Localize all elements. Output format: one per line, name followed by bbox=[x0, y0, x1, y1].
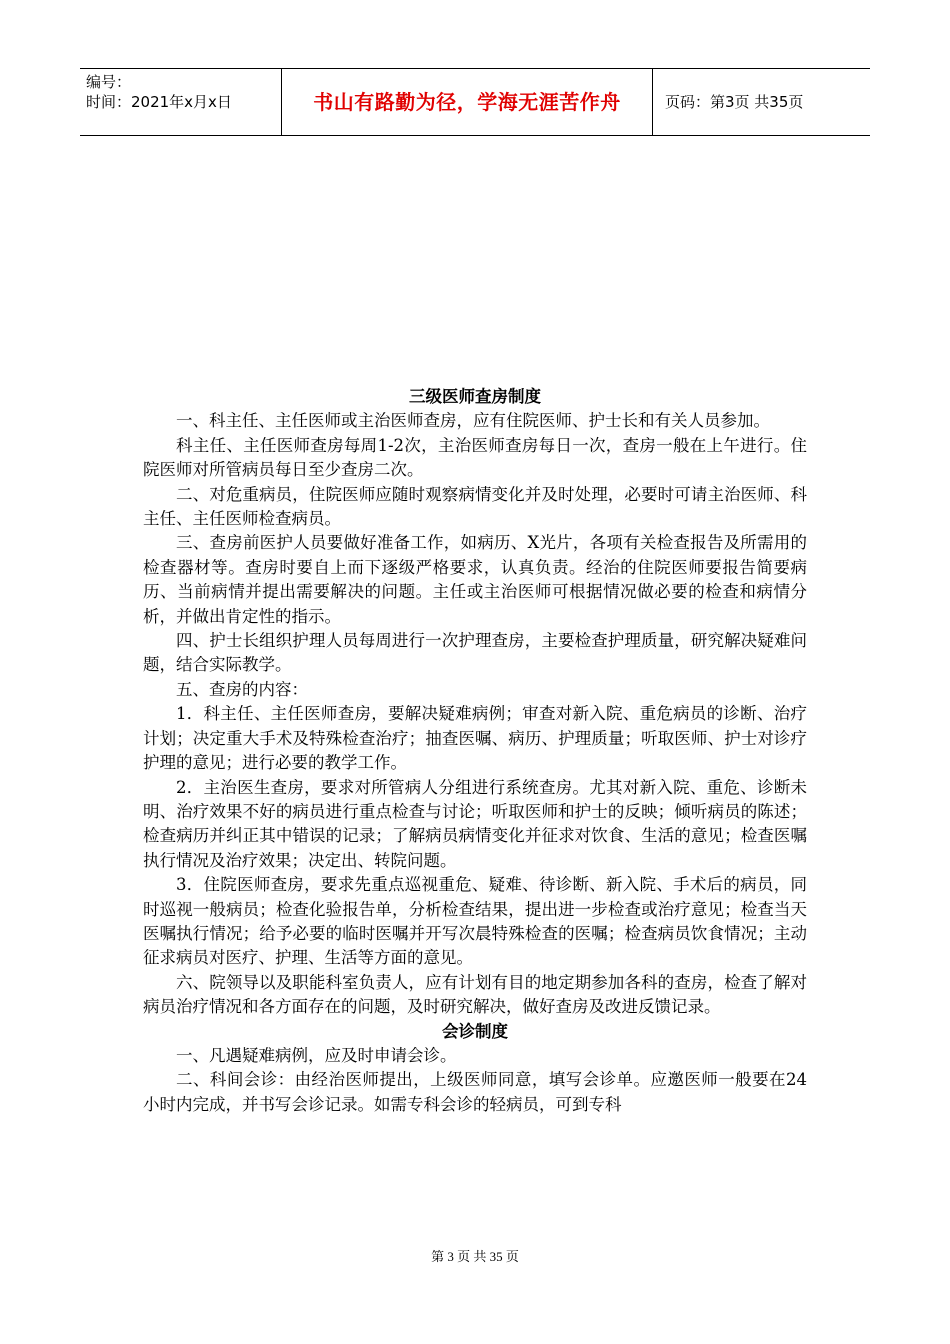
motto-text: 书山有路勤为径，学海无涯苦作舟 bbox=[313, 90, 621, 114]
date-label: 时间：2021年x月x日 bbox=[86, 93, 232, 111]
paragraph: 1．科主任、主任医师查房，要解决疑难病例；审查对新入院、重危病员的诊断、治疗计划；决定重大手术及特殊检查治疗；抽查医嘱、病历、护理质量；听取医师、护士对诊疗护理的意见；进行必要的教学工作。 bbox=[143, 704, 807, 773]
paragraph: 一、科主任、主任医师或主治医师查房，应有住院医师、护士长和有关人员参加。 bbox=[176, 411, 770, 431]
section-rounds-body bbox=[143, 409, 807, 1019]
paragraph: 2．主治医生查房，要求对所管病人分组进行系统查房。尤其对新入院、重危、诊断未明、治疗效果不好的病员进行重点检查与讨论；听取医师和护士的反映；倾听病员的陈述；检查病历并纠正其中错误的记录；了解病员病情变化并征求对饮食、生活的意见；检查医嘱执行情况及治疗效果；决定出、转院问题。 bbox=[143, 777, 807, 870]
section-title-rounds: 三级医师查房制度 bbox=[409, 387, 541, 406]
header-meta-cell bbox=[80, 69, 282, 135]
header-page-cell bbox=[653, 69, 870, 135]
section-consultation-body bbox=[143, 1044, 807, 1117]
paragraph: 四、护士长组织护理人员每周进行一次护理查房，主要检查护理质量，研究解决疑难问题，结合实际教学。 bbox=[143, 631, 807, 675]
document-body bbox=[143, 385, 807, 1117]
paragraph: 三、查房前医护人员要做好准备工作，如病历、X光片，各项有关检查报告及所需用的检查器材等。查房时要自上而下逐级严格要求，认真负责。经治的住院医师要报告简要病历、当前病情并提出需要解决的问题。主任或主治医师可根据情况做必要的检查和病情分析，并做出肯定性的指示。 bbox=[143, 533, 807, 626]
header-table bbox=[80, 68, 870, 136]
paragraph: 六、院领导以及职能科室负责人，应有计划有目的地定期参加各科的查房，检查了解对病员治疗情况和各方面存在的问题，及时研究解决，做好查房及改进反馈记录。 bbox=[143, 972, 807, 1017]
paragraph: 一、凡遇疑难病例，应及时申请会诊。 bbox=[176, 1045, 457, 1065]
paragraph: 二、对危重病员，住院医师应随时观察病情变化并及时处理，必要时可请主治医师、科主任、主任医师检查病员。 bbox=[143, 484, 807, 529]
header-motto-cell bbox=[282, 69, 653, 135]
paragraph: 二、科间会诊：由经治医师提出，上级医师同意，填写会诊单。应邀医师一般要在24小时内完成，并书写会诊记录。如需专科会诊的轻病员，可到专科 bbox=[143, 1070, 807, 1114]
page-footer bbox=[0, 1246, 950, 1265]
footer-page-number: 第 3 页 共 35 页 bbox=[431, 1249, 519, 1264]
paragraph: 科主任、主任医师查房每周1-2次，主治医师查房每日一次，查房一般在上午进行。住院医师对所管病员每日至少查房二次。 bbox=[143, 435, 807, 480]
section-title-consultation: 会诊制度 bbox=[442, 1021, 508, 1041]
paragraph: 3．住院医师查房，要求先重点巡视重危、疑难、待诊断、新入院、手术后的病员，同时巡视一般病员；检查化验报告单，分析检查结果，提出进一步检查或治疗意见；检查当天医嘱执行情况；给予必要的临时医嘱并开写次晨特殊检查的医嘱；检查病员饮食情况；主动征求病员对医疗、护理、生活等方面的意见。 bbox=[143, 875, 807, 968]
number-label: 编号： bbox=[86, 73, 132, 91]
paragraph: 五、查房的内容： bbox=[176, 679, 308, 699]
page-info: 页码：第3页 共35页 bbox=[665, 93, 804, 111]
